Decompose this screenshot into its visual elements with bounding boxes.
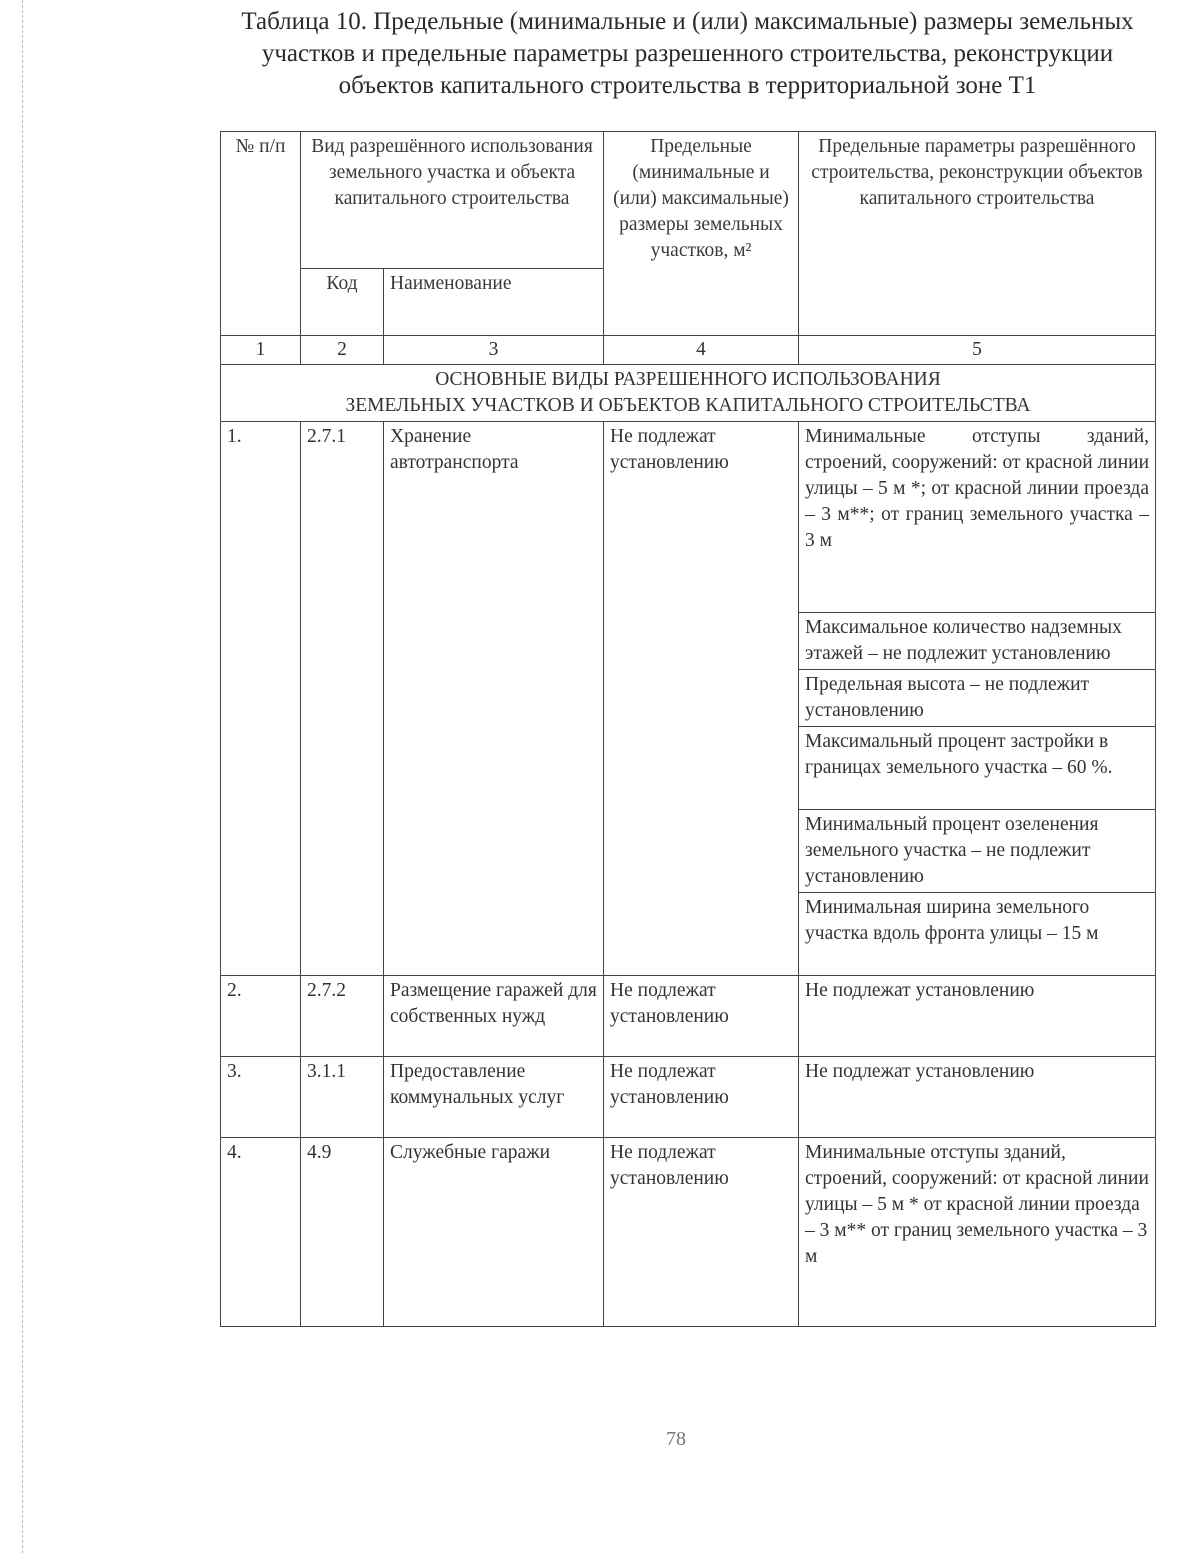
row-code: 4.9 <box>301 1138 384 1327</box>
row-param: Минимальные отступы зданий, строений, сооружений: от красной линии улицы – 5 м * от красной линии проезда – 3 м** от границ земельного участка – 3 м <box>799 1138 1156 1327</box>
row-number: 1. <box>221 422 301 976</box>
section-title-line: ОСНОВНЫЕ ВИДЫ РАЗРЕШЕННОГО ИСПОЛЬЗОВАНИЯ <box>435 369 941 390</box>
table-row <box>221 422 1156 613</box>
row-param: Максимальное количество надземных этажей – не подлежит установлению <box>799 613 1156 670</box>
header-plot-size: Предельные (минимальные и (или) максимальные) размеры земельных участков, м² <box>604 132 799 336</box>
row-param: Не подлежат установлению <box>799 976 1156 1057</box>
header-use-type: Вид разрешённого использования земельного участка и объекта капитального строительства <box>301 132 604 269</box>
row-param: Не подлежат установлению <box>799 1057 1156 1138</box>
section-title <box>221 365 1156 422</box>
row-number: 3. <box>221 1057 301 1138</box>
row-number: 2. <box>221 976 301 1057</box>
row-code: 2.7.1 <box>301 422 384 976</box>
header-name: Наименование <box>384 269 604 336</box>
row-code: 2.7.2 <box>301 976 384 1057</box>
header-number: № п/п <box>221 132 301 336</box>
column-number: 5 <box>799 336 1156 365</box>
row-number: 4. <box>221 1138 301 1327</box>
row-size: Не подлежат установлению <box>604 1057 799 1138</box>
page-number: 78 <box>666 1428 686 1450</box>
row-param: Предельная высота – не подлежит установлению <box>799 670 1156 727</box>
column-number: 2 <box>301 336 384 365</box>
column-number: 3 <box>384 336 604 365</box>
row-param: Минимальные отступы зданий, строений, сооружений: от красной линии улицы – 5 м *; от красной линии проезда – 3 м**; от границ земельного участка – 3 м <box>799 422 1156 613</box>
scan-margin-line <box>22 0 23 1553</box>
row-size: Не подлежат установлению <box>604 1138 799 1327</box>
section-title-line: ЗЕМЕЛЬНЫХ УЧАСТКОВ И ОБЪЕКТОВ КАПИТАЛЬНОГО СТРОИТЕЛЬСТВА <box>345 395 1031 416</box>
header-build-params: Предельные параметры разрешённого строительства, реконструкции объектов капитального строительства <box>799 132 1156 336</box>
zoning-table <box>220 131 1156 1327</box>
row-size: Не подлежат установлению <box>604 976 799 1057</box>
table-row <box>221 976 1156 1057</box>
column-number: 1 <box>221 336 301 365</box>
header-code: Код <box>301 269 384 336</box>
row-name: Предоставление коммунальных услуг <box>384 1057 604 1138</box>
row-param: Минимальная ширина земельного участка вдоль фронта улицы – 15 м <box>799 893 1156 976</box>
row-param: Максимальный процент застройки в границах земельного участка – 60 %. <box>799 727 1156 810</box>
column-number: 4 <box>604 336 799 365</box>
row-name: Служебные гаражи <box>384 1138 604 1327</box>
table-row <box>221 1138 1156 1327</box>
row-code: 3.1.1 <box>301 1057 384 1138</box>
row-name: Размещение гаражей для собственных нужд <box>384 976 604 1057</box>
row-size: Не подлежат установлению <box>604 422 799 976</box>
row-name: Хранение автотранспорта <box>384 422 604 976</box>
table-row <box>221 1057 1156 1138</box>
table-title: Таблица 10. Предельные (минимальные и (или) максимальные) размеры земельных участков и предельные параметры разрешенного строительства, реконструкции объектов капитального строительства в территориальной зоне Т1 <box>241 8 1134 99</box>
row-param: Минимальный процент озеленения земельного участка – не подлежит установлению <box>799 810 1156 893</box>
